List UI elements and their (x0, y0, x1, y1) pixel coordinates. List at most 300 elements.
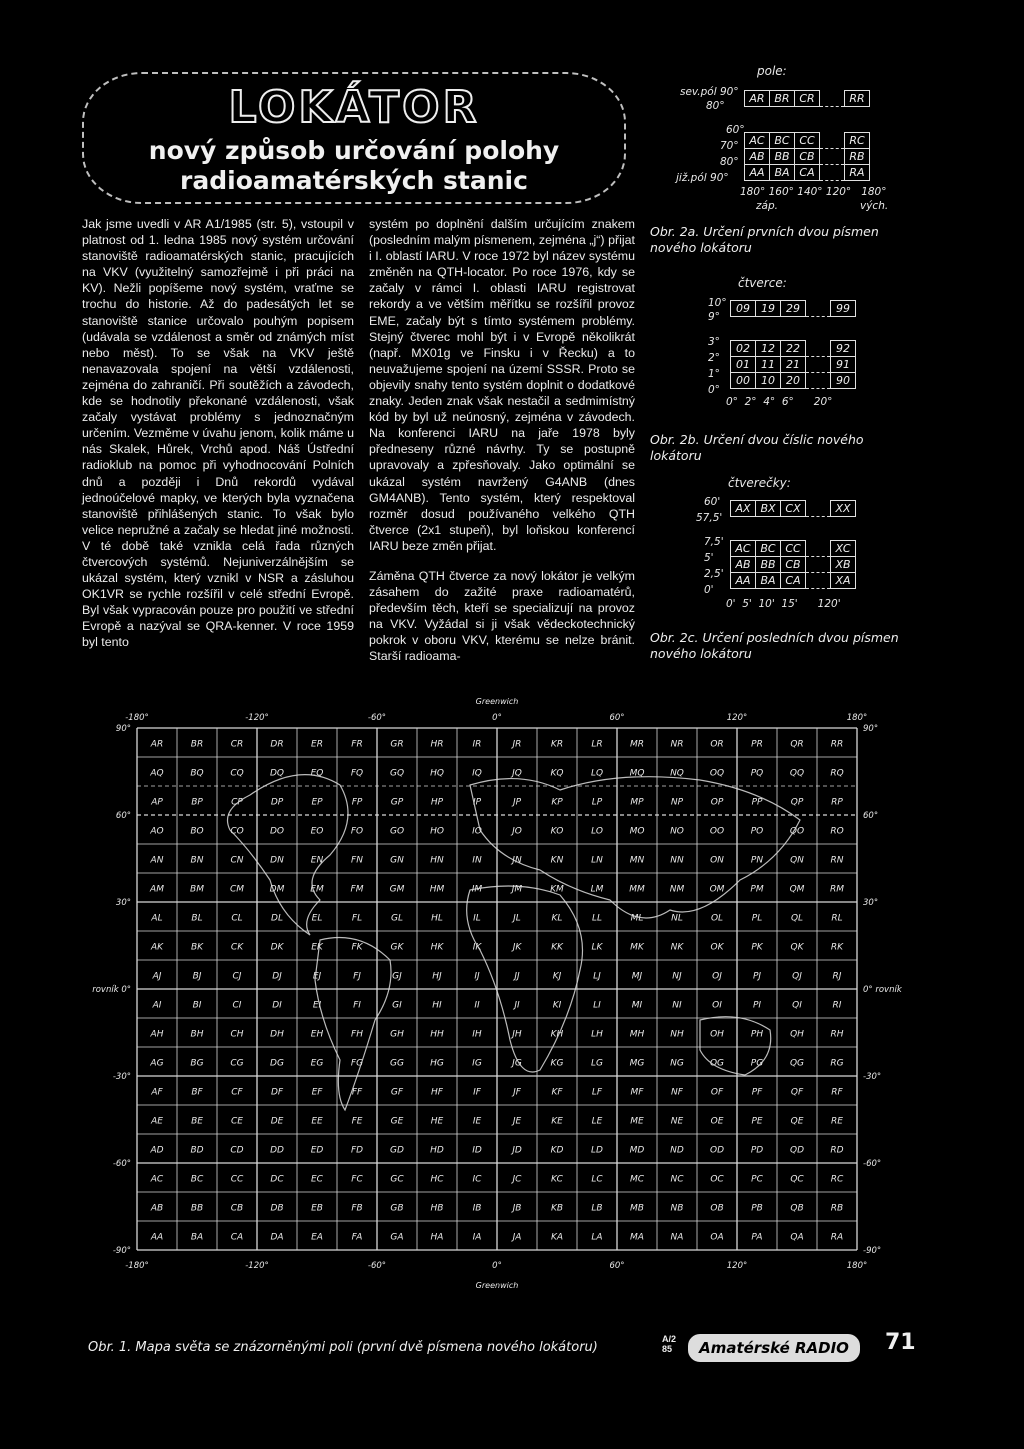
map-field-label: GD (390, 1145, 404, 1156)
fig2b-grid-top: 09 19 29 99 (730, 300, 856, 317)
map-field-label: OK (710, 942, 724, 953)
map-field-label: PE (751, 1116, 763, 1127)
map-field-label: KK (551, 942, 563, 953)
map-field-label: BR (190, 739, 204, 750)
page-number: 71 (885, 1330, 916, 1355)
map-field-label: BE (191, 1116, 203, 1127)
map-field-label: PA (751, 1232, 763, 1243)
map-field-label: ID (472, 1145, 482, 1156)
fig2c-grid-top: AX BX CX XX (730, 500, 856, 517)
map-field-label: JB (512, 1203, 522, 1214)
map-field-label: GE (390, 1116, 404, 1127)
map-field-label: EH (310, 1029, 324, 1040)
map-field-label: DL (271, 913, 283, 924)
map-field-label: HK (430, 942, 444, 953)
map-field-label: PN (750, 855, 764, 866)
map-field-label: OQ (709, 768, 725, 779)
map-field-label: NO (670, 826, 684, 837)
map-field-label: AF (151, 1087, 163, 1098)
map-field-label: QO (789, 826, 805, 837)
map-longitude-tick-bottom: -180° (125, 1261, 149, 1271)
map-field-label: AE (151, 1116, 163, 1127)
map-field-label: RF (831, 1087, 843, 1098)
map-field-label: HE (430, 1116, 444, 1127)
map-field-label: JC (512, 1174, 522, 1185)
map-field-label: EI (312, 1000, 322, 1011)
map-field-label: MF (630, 1087, 644, 1098)
map-field-label: DP (270, 797, 284, 808)
map-field-label: IM (471, 884, 483, 895)
map-field-label: EB (311, 1203, 323, 1214)
map-field-label: QA (790, 1232, 804, 1243)
map-field-label: QB (790, 1203, 804, 1214)
map-field-label: NQ (670, 768, 684, 779)
map-field-label: CA (230, 1232, 244, 1243)
map-field-label: LG (591, 1058, 603, 1069)
map-latitude-left: 30° (115, 898, 131, 908)
figure-2b (680, 270, 900, 410)
map-field-label: ME (630, 1116, 644, 1127)
map-field-label: OB (710, 1203, 724, 1214)
map-field-label: BG (190, 1058, 204, 1069)
map-field-label: JJ (514, 971, 520, 982)
map-field-label: ER (311, 739, 323, 750)
map-field-label: KJ (552, 971, 562, 982)
map-longitude-tick-top: 60° (609, 713, 625, 723)
map-field-label: HI (432, 1000, 442, 1011)
map-field-label: JN (512, 855, 522, 866)
map-field-label: JR (512, 739, 522, 750)
article-text-col2-p1: systém po doplnění dalším určujícím znakem (posledním malým písmenem, zejména „j“) přijat i I. oblastí IARU. V roce 1972 byl název systému změněn na QTH-locator. Po roce 1976, kdy se začaly v rámci I. oblasti IARU registrovat rekordy a ve větším měřítku se rozšířil provoz EME, začaly být s tímto systémem problémy. Stejný čtverec mohl být i v Evropě několikrát (např. MX01g ve Finsku i v Řecku) a to neuvažujeme spojení na území SSSR. Proto se objevily snahy tento systém doplnit o dodatkové znaky. Jeden znak však nestačil a sedmimístný kód by byl už neúnosný, zejména v závodech. Na konferenci IARU na jaře 1978 byly předneseny různé návrhy. Ty se postupně upravovaly a zpřesňovaly. Jako optimální se ukázal systém navržený G4ANB (dnes GM4ANB). Tento systém, který respektoval rozměr dosud používaného velkého QTH čtverce (2x1 stupeň), byl loňskou konferencí IARU beze změn přijat. (369, 217, 635, 553)
map-field-label: QD (789, 1145, 805, 1156)
map-field-label: RQ (830, 768, 844, 779)
map-field-label: FO (350, 826, 364, 837)
map-field-label: NM (669, 884, 685, 895)
map-field-label: AG (150, 1058, 164, 1069)
map-latitude-left: 90° (115, 724, 131, 734)
map-field-label: OD (709, 1145, 725, 1156)
map-field-label: EO (310, 826, 324, 837)
map-field-label: FD (350, 1145, 364, 1156)
map-field-label: MD (629, 1145, 645, 1156)
fig2a-lat-80b: 80° (720, 156, 739, 168)
subtitle-line1: nový způsob určování polohy (148, 136, 560, 165)
map-latitude-left: 60° (115, 811, 131, 821)
map-field-label: KF (551, 1087, 563, 1098)
article-column-1 (82, 216, 354, 651)
map-field-label: HC (430, 1174, 444, 1185)
figure-2c (680, 470, 900, 620)
map-field-label: LB (591, 1203, 603, 1214)
fig2b-y-0: 0° (708, 384, 720, 396)
map-field-label: NL (671, 913, 683, 924)
map-field-label: EQ (310, 768, 324, 779)
map-field-label: NR (670, 739, 684, 750)
map-field-label: PL (751, 913, 763, 924)
map-field-label: KM (550, 884, 564, 895)
map-field-label: CO (230, 826, 244, 837)
fig2b-y-1: 1° (708, 368, 720, 380)
map-field-label: EA (311, 1232, 323, 1243)
map-field-label: LH (591, 1029, 603, 1040)
map-latitude-right: -30° (863, 1072, 882, 1082)
map-field-label: GO (389, 826, 405, 837)
map-field-label: JQ (512, 768, 522, 779)
map-field-label: FH (351, 1029, 363, 1040)
fig2c-y-2: 2,5' (704, 568, 724, 580)
map-field-label: KN (550, 855, 564, 866)
fig2c-y-0: 0' (704, 584, 714, 596)
map-field-label: DQ (269, 768, 285, 779)
map-field-label: KD (550, 1145, 564, 1156)
map-field-label: II (474, 1000, 480, 1011)
map-field-label: PQ (750, 768, 764, 779)
map-field-label: QC (790, 1174, 804, 1185)
map-field-label: HR (430, 739, 444, 750)
map-field-label: HG (430, 1058, 444, 1069)
map-field-label: RP (831, 797, 843, 808)
map-field-label: BC (190, 1174, 204, 1185)
map-field-label: PD (750, 1145, 764, 1156)
map-field-label: GQ (389, 768, 405, 779)
map-field-label: GI (392, 1000, 402, 1011)
map-field-label: JA (512, 1232, 522, 1243)
map-field-label: GB (390, 1203, 404, 1214)
map-field-label: PR (751, 739, 763, 750)
map-field-label: RR (830, 739, 844, 750)
map-field-label: QF (790, 1087, 804, 1098)
map-field-label: EM (310, 884, 324, 895)
map-field-label: LI (593, 1000, 601, 1011)
map-field-label: IK (472, 942, 482, 953)
map-field-label: CB (230, 1203, 244, 1214)
map-field-label: OO (709, 826, 725, 837)
map-latitude-right: -60° (863, 1159, 882, 1169)
map-field-label: KB (550, 1203, 564, 1214)
map-field-label: OF (710, 1087, 724, 1098)
map-latitude-right: 30° (863, 898, 879, 908)
map-field-label: PI (752, 1000, 762, 1011)
map-field-label: MP (630, 797, 644, 808)
map-field-label: ED (310, 1145, 324, 1156)
map-field-label: DH (270, 1029, 284, 1040)
map-field-label: QE (790, 1116, 804, 1127)
map-field-label: HB (430, 1203, 444, 1214)
map-field-label: BF (191, 1087, 203, 1098)
map-field-label: HQ (430, 768, 444, 779)
article-text-col2-p2: Záměna QTH čtverce za nový lokátor je velkým zásahem do zažité praxe radioamatérů, především těch, kteří se specializují na provoz na VKV. Vyžádal si ji však vědeckotechnický pokrok v oboru VKV, kterému se nelze bránit. Starší radioama- (369, 568, 635, 664)
map-field-label: NB (670, 1203, 684, 1214)
map-field-label: EE (311, 1116, 323, 1127)
map-longitude-tick-top: 180° (846, 713, 868, 723)
map-latitude-left: -30° (112, 1072, 131, 1082)
map-field-label: FE (351, 1116, 363, 1127)
map-field-label: PK (751, 942, 763, 953)
map-field-label: IH (472, 1029, 482, 1040)
map-field-label: LC (591, 1174, 603, 1185)
map-field-label: CD (230, 1145, 244, 1156)
map-field-label: DM (269, 884, 285, 895)
map-field-label: NH (670, 1029, 684, 1040)
map-field-label: PP (751, 797, 763, 808)
map-field-label: IO (472, 826, 482, 837)
fig2b-caption-num: Obr. 2b. (650, 432, 700, 447)
fig2a-lat-80: 80° (706, 100, 725, 112)
map-field-label: RI (832, 1000, 842, 1011)
map-field-label: OR (710, 739, 724, 750)
map-field-label: EC (311, 1174, 323, 1185)
map-field-label: FR (351, 739, 363, 750)
fig2c-grid-bottom: AC BC CC XC AB BB CB XB AA BA CA XA (730, 540, 856, 589)
fig2a-grid-bottom: AC BC CC RC AB BB CB RB AA BA CA RA (744, 132, 870, 181)
map-field-label: HP (430, 797, 444, 808)
map-field-label: BP (191, 797, 203, 808)
map-field-label: EG (310, 1058, 324, 1069)
map-field-label: AM (150, 884, 164, 895)
map-field-label: CF (231, 1087, 243, 1098)
map-field-label: KE (551, 1116, 563, 1127)
fig2b-caption (650, 432, 912, 464)
map-field-label: OI (712, 1000, 722, 1011)
map-field-label: GH (390, 1029, 404, 1040)
map-field-label: CC (230, 1174, 244, 1185)
map-field-label: CG (230, 1058, 244, 1069)
map-field-label: KO (550, 826, 564, 837)
map-field-label: JG (512, 1058, 522, 1069)
map-field-label: JK (512, 942, 522, 953)
map-latitude-left: -60° (112, 1159, 131, 1169)
map-field-label: KC (551, 1174, 563, 1185)
map-field-label: MM (629, 884, 645, 895)
map-field-label: DE (270, 1116, 284, 1127)
map-field-label: RD (830, 1145, 844, 1156)
fig2b-x-ticks: 0° 2° 4° 6° 20° (726, 396, 833, 408)
map-field-label: RO (830, 826, 844, 837)
map-field-label: KG (550, 1058, 564, 1069)
fig2a-lat-60: 60° (726, 124, 745, 136)
map-field-label: RG (830, 1058, 844, 1069)
map-field-label: BA (190, 1232, 204, 1243)
map-field-label: PB (751, 1203, 763, 1214)
map-field-label: GF (390, 1087, 404, 1098)
map-field-label: AN (150, 855, 164, 866)
map-field-label: DI (272, 1000, 282, 1011)
map-field-label: FJ (353, 971, 361, 982)
map-field-label: LK (591, 942, 603, 953)
map-field-label: CI (232, 1000, 242, 1011)
map-longitude-tick-top: -180° (125, 713, 149, 723)
map-field-label: CJ (232, 971, 242, 982)
map-longitude-tick-top: 120° (726, 713, 748, 723)
map-field-label: FA (351, 1232, 363, 1243)
fig2b-y-3: 3° (708, 336, 720, 348)
fig2b-y-9: 9° (708, 311, 720, 323)
map-latitude-right: -90° (863, 1246, 882, 1256)
map-field-label: EL (311, 913, 323, 924)
map-field-label: OL (710, 913, 724, 924)
map-field-label: NP (670, 797, 684, 808)
map-field-label: MB (630, 1203, 644, 1214)
map-longitude-tick-top: -60° (367, 713, 387, 723)
map-field-label: IR (472, 739, 482, 750)
map-field-label: OJ (712, 971, 722, 982)
map-field-label: AL (151, 913, 163, 924)
map-field-label: MI (631, 1000, 643, 1011)
map-latitude-left: rovník 0° (92, 985, 131, 995)
map-field-label: ON (710, 855, 724, 866)
map-field-label: FK (351, 942, 363, 953)
map-field-label: QP (790, 797, 804, 808)
map-field-label: CM (229, 884, 245, 895)
map-field-label: PM (750, 884, 764, 895)
map-latitude-right: 60° (863, 811, 879, 821)
map-field-label: KP (551, 797, 563, 808)
fig2c-y-60: 60' (704, 496, 721, 508)
map-field-label: GN (390, 855, 404, 866)
map-field-label: MJ (631, 971, 643, 982)
map-field-label: RK (830, 942, 844, 953)
map-field-label: DJ (272, 971, 282, 982)
map-field-label: RJ (832, 971, 842, 982)
fig2b-title: čtverce: (738, 276, 787, 290)
map-field-label: MN (629, 855, 645, 866)
map-field-label: HM (429, 884, 445, 895)
map-field-label: CE (231, 1116, 243, 1127)
map-field-label: GL (391, 913, 403, 924)
map-field-label: BO (190, 826, 204, 837)
map-field-label: QR (790, 739, 804, 750)
map-field-label: AA (150, 1232, 164, 1243)
map-field-label: NE (670, 1116, 684, 1127)
map-field-label: DA (270, 1232, 284, 1243)
world-map-grid (0, 690, 1024, 1300)
map-field-label: JI (514, 1000, 520, 1011)
map-field-label: HO (430, 826, 444, 837)
map-field-label: BB (190, 1203, 204, 1214)
map-field-label: HD (430, 1145, 444, 1156)
fig2a-label: pole: (757, 64, 787, 78)
title-banner (82, 72, 626, 204)
map-field-label: HL (431, 913, 443, 924)
map-field-label: IE (472, 1116, 482, 1127)
map-field-label: NC (670, 1174, 684, 1185)
map-field-label: GM (389, 884, 405, 895)
map-field-label: BJ (192, 971, 202, 982)
map-field-label: EP (311, 797, 323, 808)
map-field-label: LN (591, 855, 603, 866)
map-field-label: JH (512, 1029, 522, 1040)
map-field-label: OE (710, 1116, 724, 1127)
map-field-label: GJ (392, 971, 402, 982)
map-field-label: AI (152, 1000, 162, 1011)
map-field-label: GA (390, 1232, 404, 1243)
map-field-label: MR (629, 739, 645, 750)
fig2a-east: vých. (860, 200, 889, 212)
map-field-label: DC (270, 1174, 284, 1185)
map-field-label: RE (831, 1116, 843, 1127)
map-field-label: DK (270, 942, 284, 953)
map-field-label: DG (270, 1058, 284, 1069)
map-field-label: AK (150, 942, 164, 953)
map-field-label: AH (150, 1029, 164, 1040)
map-field-label: BD (190, 1145, 204, 1156)
map-field-label: DO (269, 826, 285, 837)
map-field-label: DB (270, 1203, 284, 1214)
figure-1-caption: Obr. 1. Mapa světa se znázorněnými poli (první dvě písmena nového lokátoru) (88, 1340, 598, 1355)
map-field-label: QN (790, 855, 804, 866)
map-longitude-tick-bottom: 180° (846, 1261, 868, 1271)
map-field-label: IA (472, 1232, 482, 1243)
map-field-label: BL (191, 913, 203, 924)
map-field-label: DF (270, 1087, 284, 1098)
fig2a-grid-top: AR BR CR RR (744, 90, 870, 107)
map-grid-lines (137, 728, 857, 1250)
map-field-label: FL (351, 913, 363, 924)
map-longitude-tick-bottom: -60° (367, 1261, 387, 1271)
map-field-label: FC (351, 1174, 363, 1185)
map-field-label: NF (671, 1087, 683, 1098)
map-field-label: ND (670, 1145, 684, 1156)
fig2a-lat-70: 70° (720, 140, 739, 152)
fig2b-y-2: 2° (708, 352, 720, 364)
map-field-label: LF (591, 1087, 603, 1098)
greenwich-label-bottom: Greenwich (475, 1281, 519, 1290)
map-field-label: CP (231, 797, 243, 808)
map-field-label: LL (591, 913, 603, 924)
map-field-label: AR (150, 739, 164, 750)
map-field-label: IP (472, 797, 482, 808)
map-field-label: FI (353, 1000, 361, 1011)
map-field-label: CR (230, 739, 244, 750)
map-field-label: FG (350, 1058, 364, 1069)
map-field-label: GG (390, 1058, 404, 1069)
map-longitude-tick-bottom: -120° (245, 1261, 269, 1271)
map-field-label: CN (230, 855, 244, 866)
map-field-label: NJ (672, 971, 682, 982)
south-america-outline (312, 938, 391, 1111)
fig2c-caption-text: Určení posledních dvou písmen nového lokátoru (650, 630, 899, 661)
map-field-label: MA (630, 1232, 644, 1243)
map-field-label: RA (830, 1232, 844, 1243)
fig2c-caption (650, 630, 912, 662)
map-latitude-right: 90° (863, 724, 879, 734)
map-field-label: FB (351, 1203, 363, 1214)
map-field-label: IN (472, 855, 482, 866)
map-field-label: IC (472, 1174, 482, 1185)
map-field-label: PC (751, 1174, 763, 1185)
map-field-label: MH (629, 1029, 645, 1040)
fig2c-y-57: 57,5' (696, 512, 723, 524)
map-field-label: CL (231, 913, 243, 924)
map-field-label: QQ (789, 768, 805, 779)
fig2b-grid-bottom: 02 12 22 92 01 11 21 91 00 10 20 90 (730, 340, 856, 389)
fig2a-x-ticks: 180° 160° 140° 120° 180° (740, 186, 887, 198)
north-america-outline (228, 775, 349, 935)
map-field-label: LM (590, 884, 604, 895)
fig2b-y-10: 10° (708, 297, 727, 309)
map-field-label: CK (230, 942, 244, 953)
map-latitude-left: -90° (112, 1246, 131, 1256)
map-longitude-tick-top: 0° (492, 713, 502, 723)
map-field-label: JE (512, 1116, 522, 1127)
map-field-label: LJ (593, 971, 601, 982)
map-longitude-tick-top: -120° (245, 713, 269, 723)
map-field-label: JL (513, 913, 521, 924)
fig2c-title: čtverečky: (728, 476, 791, 490)
map-field-label: QK (790, 942, 804, 953)
map-field-label: HJ (432, 971, 442, 982)
map-field-label: IF (473, 1087, 481, 1098)
